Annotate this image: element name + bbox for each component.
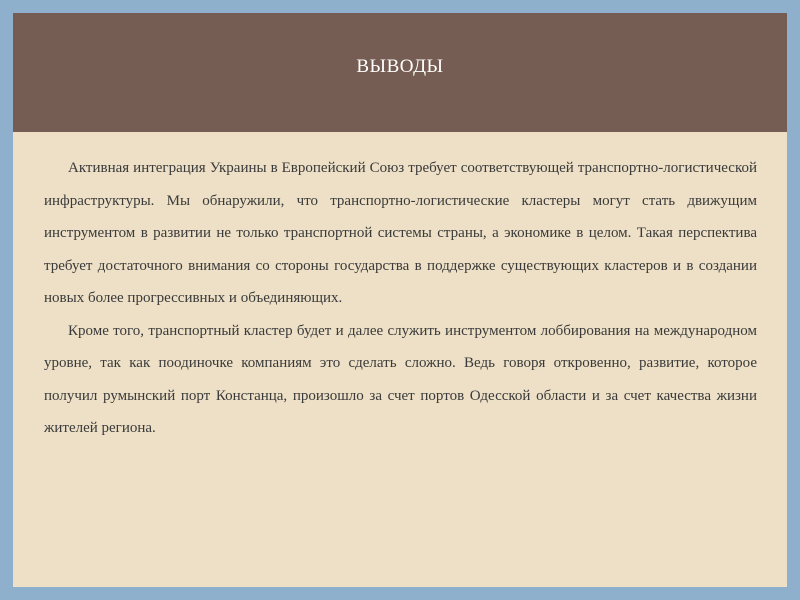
paragraph-lobbying: Кроме того, транспортный кластер будет и далее служить инструментом лоббирования на международном уровне, так как поодиночке компаниям это сделать сложно. Ведь говоря откровенно, развитие, которое получил румынский порт Констанца, произошло за счет портов Одесской области и за счет качества жизни жителей региона. [44,322,757,436]
slide-body [44,152,757,445]
paragraph-integration: Активная интеграция Украины в Европейский Союз требует соответствующей транспортно-логистической инфраструктуры. Мы обнаружили, что транспортно-логистические кластеры могут стать движущим инструментом в развитии не только транспортной системы страны, а экономике в целом. Такая перспектива требует достаточного внимания со стороны государства в поддержке существующих кластеров и в создании новых более прогрессивных и объединяющих. [44,160,757,306]
slide [13,13,787,587]
slide-header [13,13,787,132]
slide-title: ВЫВОДЫ [356,55,444,77]
